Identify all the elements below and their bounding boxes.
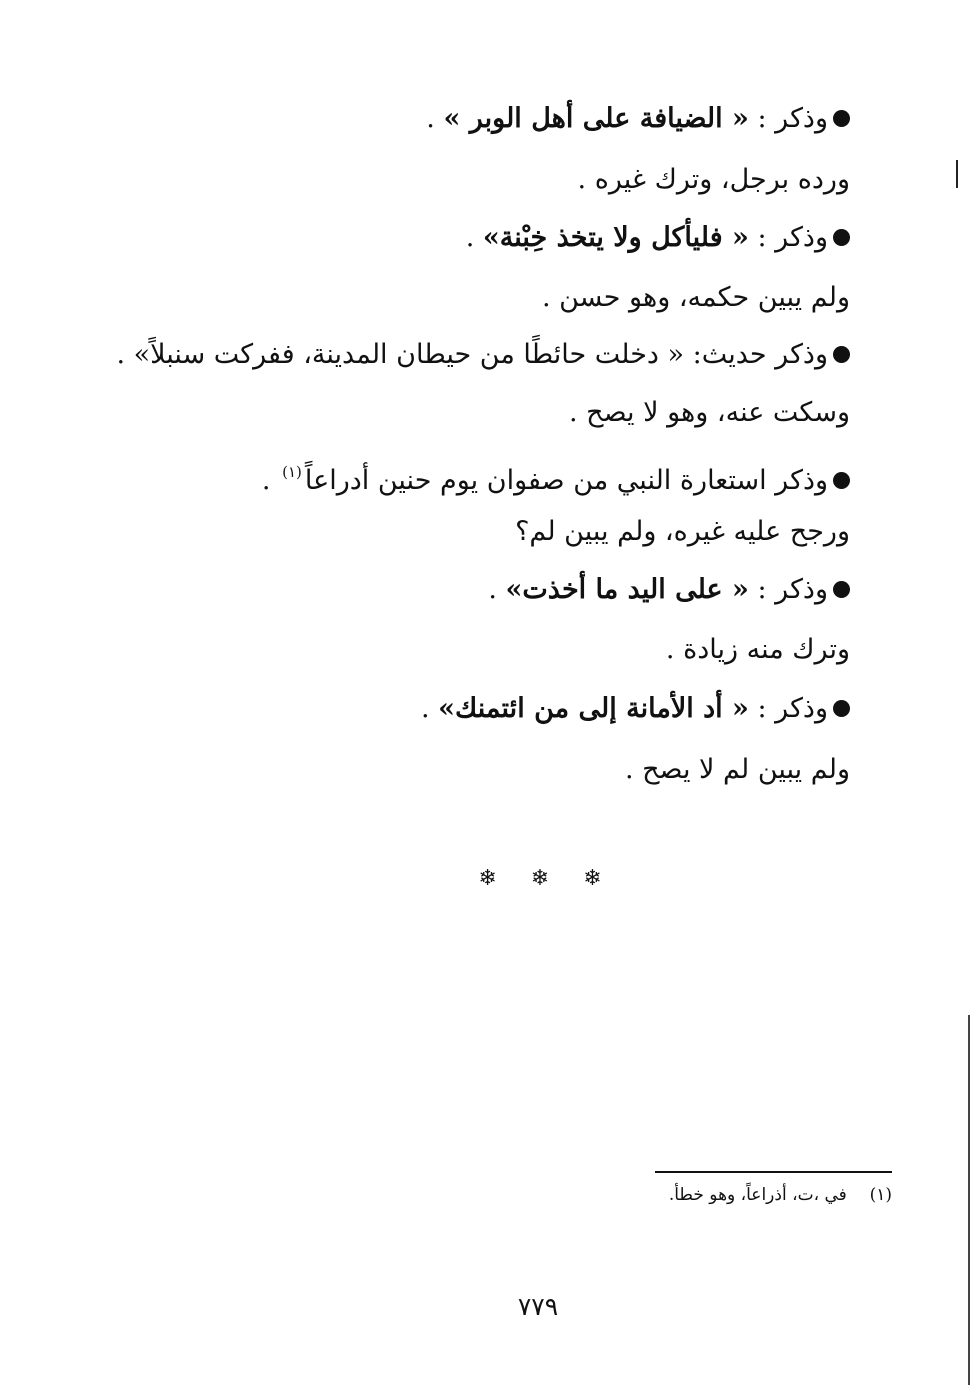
entry-quote: « على اليد ما أخذت» (505, 574, 749, 605)
footnote-text: في ،ت، أذراعاً، وهو خطأ. (668, 1185, 847, 1205)
comment-line-3: وسكت عنه، وهو لا يصح . (568, 397, 850, 428)
footnote (669, 1185, 892, 1205)
entry-prefix: وذكر : (748, 693, 828, 724)
footnote-ref: (١) (282, 463, 302, 481)
entry-prefix: وذكر : (748, 574, 828, 605)
entry-line-4 (261, 452, 850, 496)
entry-prefix: وذكر : (748, 103, 828, 134)
entry-suffix: . (116, 339, 134, 370)
bullet-icon (833, 110, 850, 127)
entry-suffix: . (261, 465, 280, 496)
bullet-icon (833, 700, 850, 717)
bullet-icon (833, 346, 850, 363)
entry-quote: « دخلت حائطًا من حيطان المدينة، ففركت سنبلاً» (133, 339, 685, 370)
entry-line-1 (426, 99, 850, 139)
entry-line-2 (466, 218, 850, 258)
entry-suffix: . (465, 222, 483, 253)
bullet-icon (833, 229, 850, 246)
comment-line-6: ولم يبين لم لا يصح . (624, 754, 850, 785)
footnote-number: (١) (869, 1185, 892, 1205)
snowflake-icon: ❄ (478, 866, 497, 891)
entry-suffix: . (488, 574, 506, 605)
comment-line-5: وترك منه زيادة . (665, 634, 850, 665)
bullet-icon (833, 472, 850, 489)
comment-line-2: ولم يبين حكمه، وهو حسن . (541, 282, 850, 313)
entry-prefix: وذكر : (748, 222, 828, 253)
entry-suffix: . (420, 693, 439, 724)
scan-edge-mark (968, 1015, 970, 1385)
comment-line-1: ورده برجل، وترك غيره . (577, 164, 850, 195)
entry-quote: « الضيافة على أهل الوبر » (443, 103, 749, 134)
footnote-divider (655, 1171, 892, 1173)
entry-suffix: . (426, 103, 444, 134)
scan-edge-mark (956, 160, 958, 188)
entry-quote: « فليأكل ولا يتخذ خِبْنة» (482, 222, 749, 253)
entry-line-5 (488, 570, 850, 610)
entry-line-6 (421, 689, 850, 729)
page-number: ٧٧٩ (517, 1292, 559, 1321)
entry-quote: « أد الأمانة إلى من ائتمنك» (438, 693, 749, 724)
entry-line-3 (116, 335, 850, 375)
entry-text: وذكر استعارة النبي من صفوان يوم حنين أدراعاً (304, 465, 828, 496)
bullet-icon (833, 581, 850, 598)
snowflake-icon: ❄ (530, 866, 550, 891)
snowflake-icon: ❄ (583, 866, 602, 891)
comment-line-4: ورجح عليه غيره، ولم يبين لم؟ (515, 516, 850, 547)
entry-prefix: وذكر حديث: (684, 339, 828, 370)
section-ornament (0, 866, 972, 891)
